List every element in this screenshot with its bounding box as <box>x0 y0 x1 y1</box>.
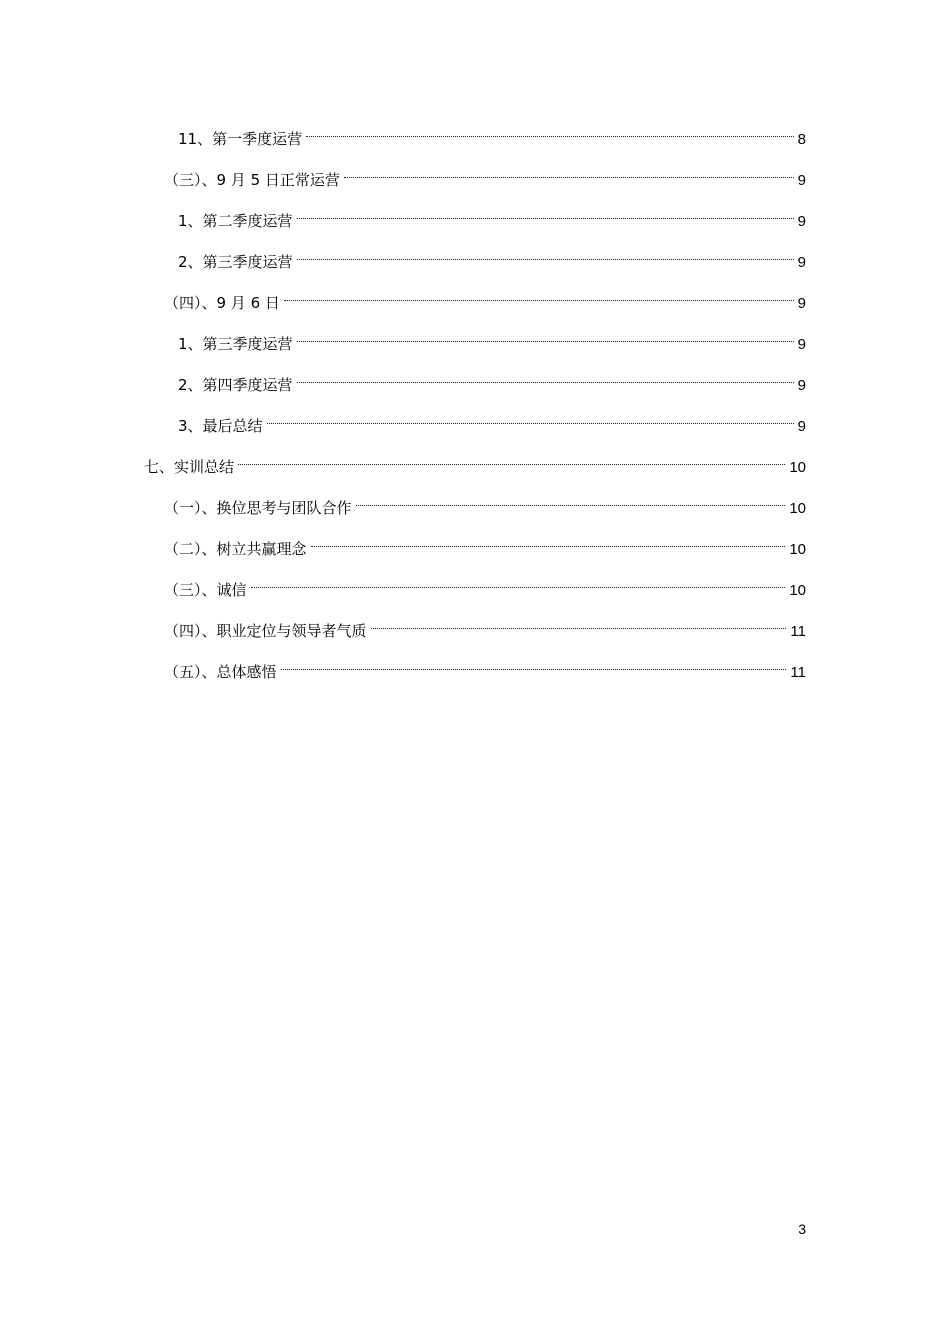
toc-entry-title: （三）、9 月 5 日正常运营 <box>164 168 344 192</box>
toc-entry[interactable] <box>178 325 806 353</box>
toc-entry[interactable] <box>178 243 806 271</box>
toc-dot-leader <box>297 325 794 349</box>
toc-entry-page: 10 <box>789 541 806 558</box>
toc-entry[interactable] <box>178 202 806 230</box>
toc-entry-title: 1、第三季度运营 <box>178 332 297 356</box>
toc-entry-page: 9 <box>797 418 806 435</box>
toc-entry[interactable] <box>178 407 806 435</box>
toc-entry-title: （五）、总体感悟 <box>164 660 281 684</box>
toc-entry-page: 9 <box>797 336 806 353</box>
toc-entry[interactable] <box>178 366 806 394</box>
toc-dot-leader <box>281 653 787 677</box>
toc-entry[interactable] <box>164 612 806 640</box>
toc-entry-page: 10 <box>789 582 806 599</box>
toc-entry-title: 七、实训总结 <box>144 455 238 479</box>
toc-entry-title: 2、第四季度运营 <box>178 373 297 397</box>
page-number: 3 <box>798 1221 806 1237</box>
toc-entry-page: 9 <box>797 295 806 312</box>
toc-entry-page: 9 <box>797 213 806 230</box>
toc-entry-page: 10 <box>789 500 806 517</box>
toc-dot-leader <box>306 120 794 144</box>
toc-entry-title: （四）、9 月 6 日 <box>164 291 284 315</box>
toc-entry-title: 11、第一季度运营 <box>178 127 306 151</box>
toc-entry[interactable] <box>164 161 806 189</box>
toc-dot-leader <box>356 489 786 513</box>
toc-dot-leader <box>238 448 785 472</box>
toc-dot-leader <box>297 243 794 267</box>
toc-dot-leader <box>267 407 794 431</box>
toc-entry-title: （一）、换位思考与团队合作 <box>164 496 356 520</box>
toc-entry-title: （二）、树立共赢理念 <box>164 537 311 561</box>
toc-entry-page: 9 <box>797 254 806 271</box>
toc-entry-title: 2、第三季度运营 <box>178 250 297 274</box>
toc-entry-title: （四）、职业定位与领导者气质 <box>164 619 371 643</box>
toc-dot-leader <box>344 161 794 185</box>
toc-entry-title: 3、最后总结 <box>178 414 267 438</box>
toc-dot-leader <box>311 530 786 554</box>
toc-entry[interactable] <box>164 530 806 558</box>
toc-dot-leader <box>297 366 794 390</box>
toc-entry-page: 10 <box>789 459 806 476</box>
toc-entry-title: 1、第二季度运营 <box>178 209 297 233</box>
toc-dot-leader <box>297 202 794 226</box>
toc-entry-page: 9 <box>797 172 806 189</box>
toc-entry-page: 8 <box>797 131 806 148</box>
toc-entry[interactable] <box>164 284 806 312</box>
toc-dot-leader <box>371 612 787 636</box>
toc-entry[interactable] <box>164 489 806 517</box>
toc-entry-page: 11 <box>790 623 806 640</box>
toc-entry-title: （三）、诚信 <box>164 578 251 602</box>
toc-dot-leader <box>251 571 786 595</box>
toc-entry[interactable] <box>178 120 806 148</box>
toc-entry[interactable] <box>164 653 806 681</box>
toc-entry-page: 11 <box>790 664 806 681</box>
toc-dot-leader <box>284 284 794 308</box>
toc-entry[interactable] <box>164 571 806 599</box>
toc-entry[interactable] <box>144 448 806 476</box>
toc-entry-page: 9 <box>797 377 806 394</box>
